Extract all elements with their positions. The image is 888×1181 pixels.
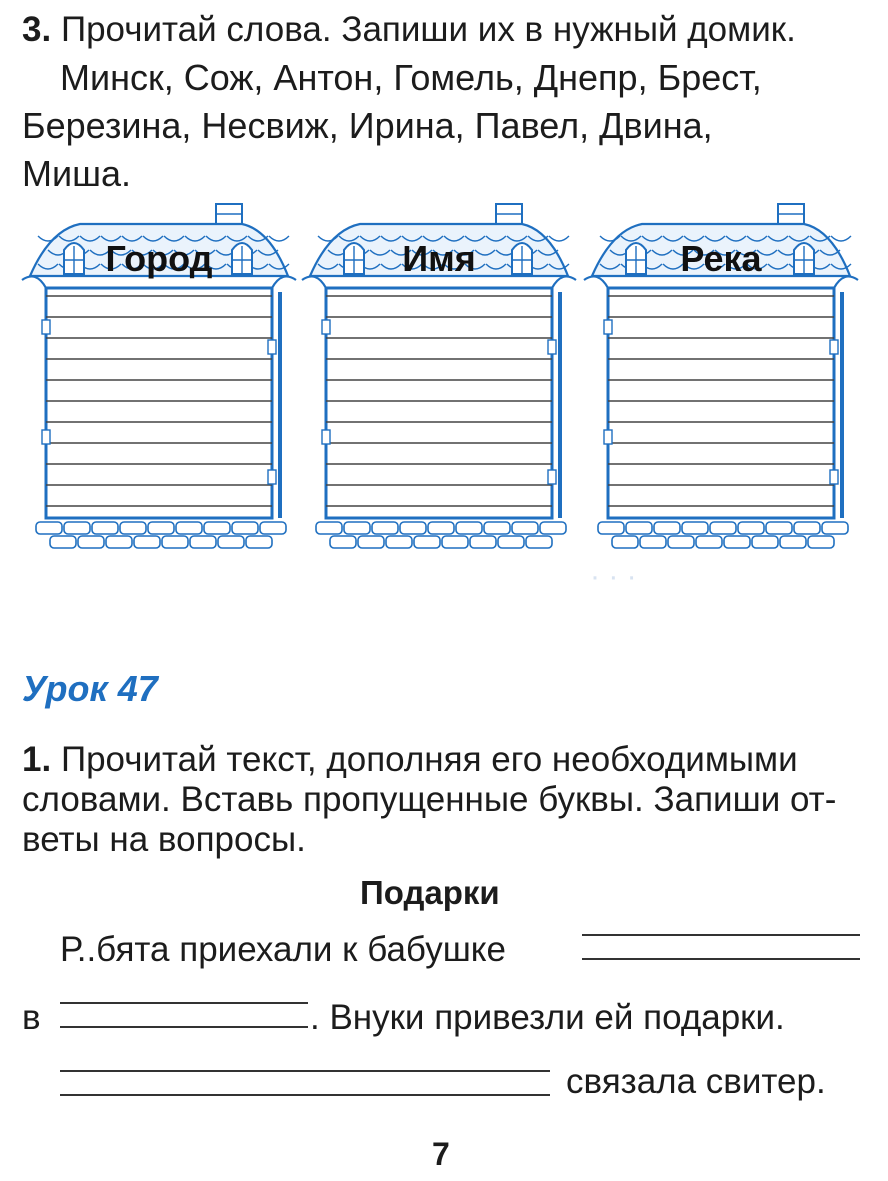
task3-number: 3. — [22, 10, 52, 49]
house-2 — [300, 200, 578, 558]
task3-words-line1: Минск, Сож, Антон, Гомель, Днепр, Брест, — [60, 57, 762, 98]
task3-instruction — [22, 8, 796, 52]
task3-words-line2: Березина, Несвиж, Ирина, Павел, Двина, — [22, 105, 713, 146]
house-3 — [582, 200, 860, 558]
house-label-3: Река — [680, 238, 762, 279]
show-through-decoration: · · · — [590, 560, 637, 593]
answer-blank-2b[interactable] — [60, 1026, 308, 1028]
story-title: Подарки — [360, 874, 500, 911]
answer-blank-3a[interactable] — [60, 1070, 550, 1072]
answer-blank-3b[interactable] — [60, 1094, 550, 1096]
story-line2-suffix: . Внуки привезли ей подарки. — [310, 998, 785, 1037]
answer-blank-2a[interactable] — [60, 1002, 308, 1004]
story-line3-suffix: связала свитер. — [566, 1062, 826, 1101]
house-1 — [20, 200, 298, 558]
story-line1: Р..бята приехали к бабушке — [60, 930, 506, 969]
house-label-2: Имя — [402, 238, 476, 279]
task1-number: 1. — [22, 740, 52, 779]
lesson-heading: Урок 47 — [22, 668, 158, 709]
answer-blank-1a[interactable] — [582, 934, 860, 936]
task1-line1 — [22, 738, 798, 782]
task1-line3: веты на вопросы. — [22, 820, 306, 859]
story-line2-prefix: в — [22, 998, 41, 1037]
task3-words-line3: Миша. — [22, 153, 132, 194]
answer-blank-1b[interactable] — [582, 958, 860, 960]
task1-line2: словами. Вставь пропущенные буквы. Запиши от- — [22, 780, 837, 819]
task1-line1-text: Прочитай текст, дополняя его необходимыми — [60, 740, 798, 779]
page-number: 7 — [432, 1136, 450, 1172]
house-label-1: Город — [105, 238, 213, 279]
task3-instruction-text: Прочитай слова. Запиши их в нужный домик. — [60, 10, 796, 49]
